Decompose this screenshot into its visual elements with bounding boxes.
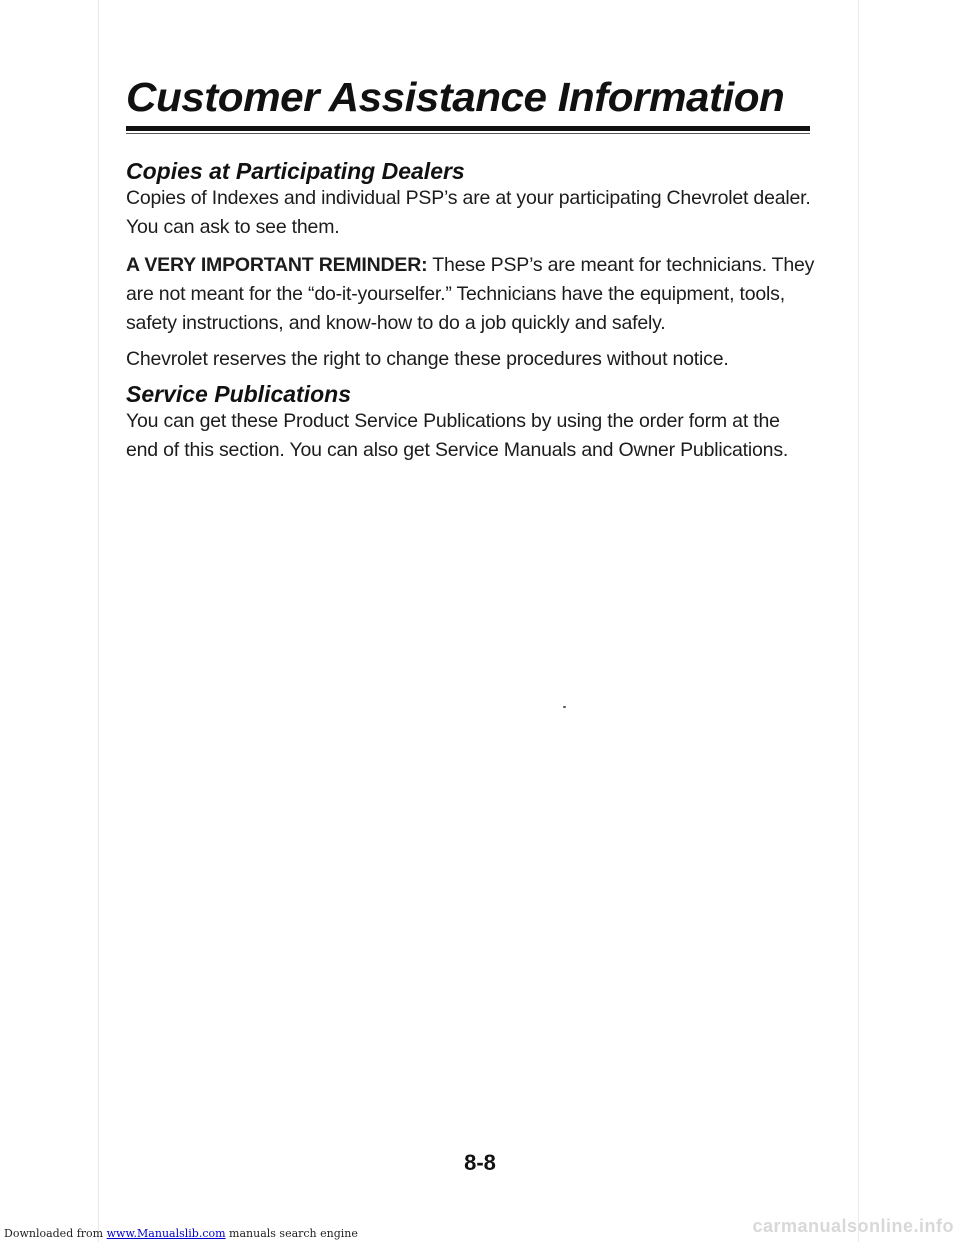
download-credit-prefix: Downloaded from <box>4 1227 107 1240</box>
scan-edge-right <box>858 0 859 1242</box>
scan-speck <box>563 706 566 708</box>
download-credit <box>4 1227 358 1240</box>
paragraph-rights <box>126 345 816 374</box>
chapter-title: Customer Assistance Information <box>126 74 785 120</box>
scan-edge-left <box>98 0 99 1242</box>
section-heading-copies: Copies at Participating Dealers <box>126 158 465 184</box>
paragraph-text: Copies of Indexes and individual PSP’s are at your participating Chevrolet dealer. You can ask to see them. <box>126 187 811 238</box>
paragraph-service-publications <box>126 407 816 465</box>
download-credit-suffix: manuals search engine <box>225 1227 358 1240</box>
reminder-text: These PSP’s are meant for technicians. They are not meant for the “do-it-yourselfer.” Technicians have the equipment, tools, safety instructions, and know-how to do a job quickly and safely. <box>126 254 815 334</box>
paragraph-text: Chevrolet reserves the right to change these procedures without notice. <box>126 348 729 370</box>
title-rule <box>126 126 810 131</box>
paragraph-copies <box>126 184 816 242</box>
title-rule-thin <box>126 133 810 134</box>
paragraph-reminder <box>126 251 816 338</box>
page-number: 8-8 <box>464 1150 496 1175</box>
paragraph-text: You can get these Product Service Publications by using the order form at the end of this section. You can also get Service Manuals and Owner Publications. <box>126 410 789 461</box>
section-heading-service-publications: Service Publications <box>126 381 351 407</box>
watermark-text: carmanualsonline.info <box>752 1216 954 1236</box>
manualslib-link[interactable]: www.Manualslib.com <box>106 1227 226 1240</box>
reminder-lead: A VERY IMPORTANT REMINDER: <box>126 254 428 276</box>
